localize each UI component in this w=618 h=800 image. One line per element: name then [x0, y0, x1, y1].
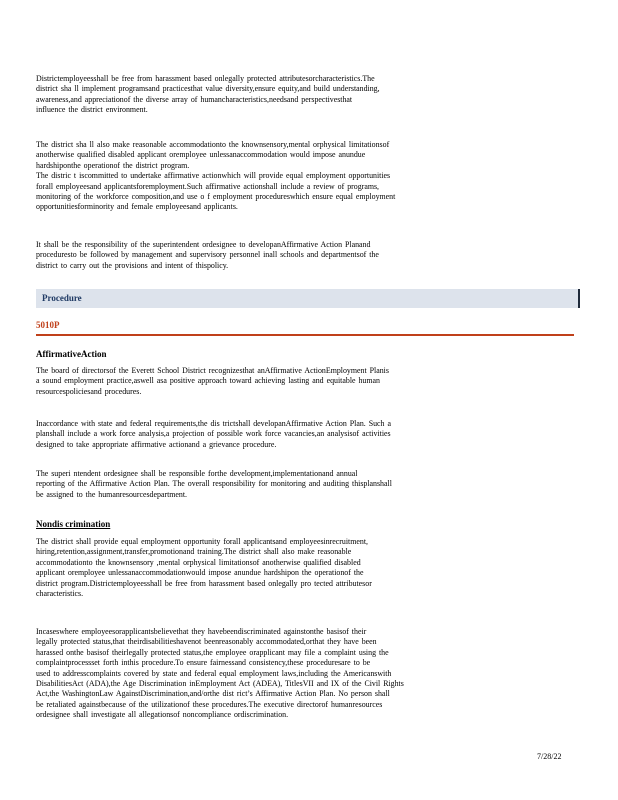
- affirmative-paragraph-2: Inaccordance with state and federal requirements,the dis trictshall developanAffirmative Action Plan. Such a planshall include a work force analysis,a projection of possible work force vacancies,an analysisof activities designed to take appropriate affirmative actionand a grievance procedure.: [36, 419, 391, 449]
- nondiscrimination-paragraph-2: Incaseswhere employeesorapplicantsbelievethat they havebeendiscriminated againstonthe basisof their legally protected status,that theirdisabilitieshavenot beenreasonably accommodated,orthat they have been harassed onthe basisof theirlegally protected status,the employee orapplicant may file a complaint using the complaintprocessset forth inthis procedure.To ensure fairnessand consistency,these proceduresare to be used to addresscomplaints covered by state and federal equal employment laws,including the Americanswith DisabilitiesAct (ADA),the Age Discrimination inEmployment Act (ADEA), TitlesVII and IX of the Civil Rights Act,the WashingtonLaw AgainstDiscrimination,and/orthe dist rict’s Affirmative Action Plan. No person shall be retaliated againstbecause of the utilizationof these procedures.The executive directorof humanresources ordesignee shall investigate all allegationsof noncompliance ordiscrimination.: [36, 627, 404, 720]
- policy-code: 5010P: [36, 320, 60, 330]
- nondiscrimination-paragraph-1-block: [36, 537, 570, 599]
- intro-paragraph-2: The district sha ll also make reasonable accommodationto the knownsensory,mental orphysical limitationsof anotherwise qualified disabled applicant oremployee unlessanaccommodation would impose anundue hardshiponthe operationof the district program. The distric t iscommitted to undertake affirmative actionwhich will provide equal employment opportunities forall employeesand applicantsforemployment.Such affirmative actionshall include a review of programs, monitoring of the workforce composition,and use o f employment procedureswhich ensure equal employment opportunitiesforminority and female employeesand applicants.: [36, 140, 396, 212]
- intro-paragraph-3: It shall be the responsibility of the superintendent ordesignee to developanAffirmative Action Planand proceduresto be followed by management and supervisory personnel inall schools and departmentsof the district to carry out the provisions and intent of thispolicy.: [36, 240, 379, 270]
- nondiscrimination-paragraph-1: The district shall provide equal employment opportunity forall applicantsand employeesinrecruitment, hiring,retention,assignment,transfer,promotionand training.The district shall also make reasonable accommodationto the knownsensory ,mental orphysical limitationsof anotherwise qualified disabled applicant oremployee unlessanaccommodationwould impose anundue hardshipon the operationof the district program.Districtemployeesshall be free from harassment based onlegally pro tected attributesor characteristics.: [36, 537, 372, 599]
- affirmative-paragraph-3-block: [36, 469, 570, 500]
- footer-date: 7/28/22: [537, 752, 562, 761]
- nondiscrimination-paragraph-2-block: [36, 627, 570, 721]
- procedure-banner: [36, 289, 580, 308]
- affirmative-paragraph-2-block: [36, 419, 570, 450]
- intro-paragraph-1-block: [36, 74, 570, 116]
- intro-paragraph-1: Districtemployeesshall be free from harassment based onlegally protected attributesorcharacteristics.The district sha ll implement programsand practicesthat value diversity,ensure equity,and build understanding, awareness,and appreciationof the diverse array of humancharacteristics,needsand perspectivesthat influence the district environment.: [36, 74, 380, 115]
- section-divider: [36, 334, 574, 336]
- intro-paragraph-2-block: [36, 140, 570, 213]
- affirmative-paragraph-1: The board of directorsof the Everett School District recognizesthat anAffirmative ActionEmployment Planis a sound employment practice,aswell asa positive approach toward achieving lasting and equitable human resourcespoliciesand procedures.: [36, 366, 389, 396]
- affirmative-paragraph-3: The superi ntendent ordesignee shall be responsible forthe development,implementationand annual reporting of the Affirmative Action Plan. The overall responsibility for monitoring and auditing thisplanshall be assigned to the humanresourcesdepartment.: [36, 469, 392, 499]
- intro-paragraph-3-block: [36, 240, 570, 271]
- procedure-label: Procedure: [42, 293, 82, 303]
- affirmative-action-heading: AffirmativeAction: [36, 349, 107, 359]
- nondiscrimination-heading: Nondis crimination: [36, 519, 111, 529]
- affirmative-paragraph-1-block: [36, 366, 570, 397]
